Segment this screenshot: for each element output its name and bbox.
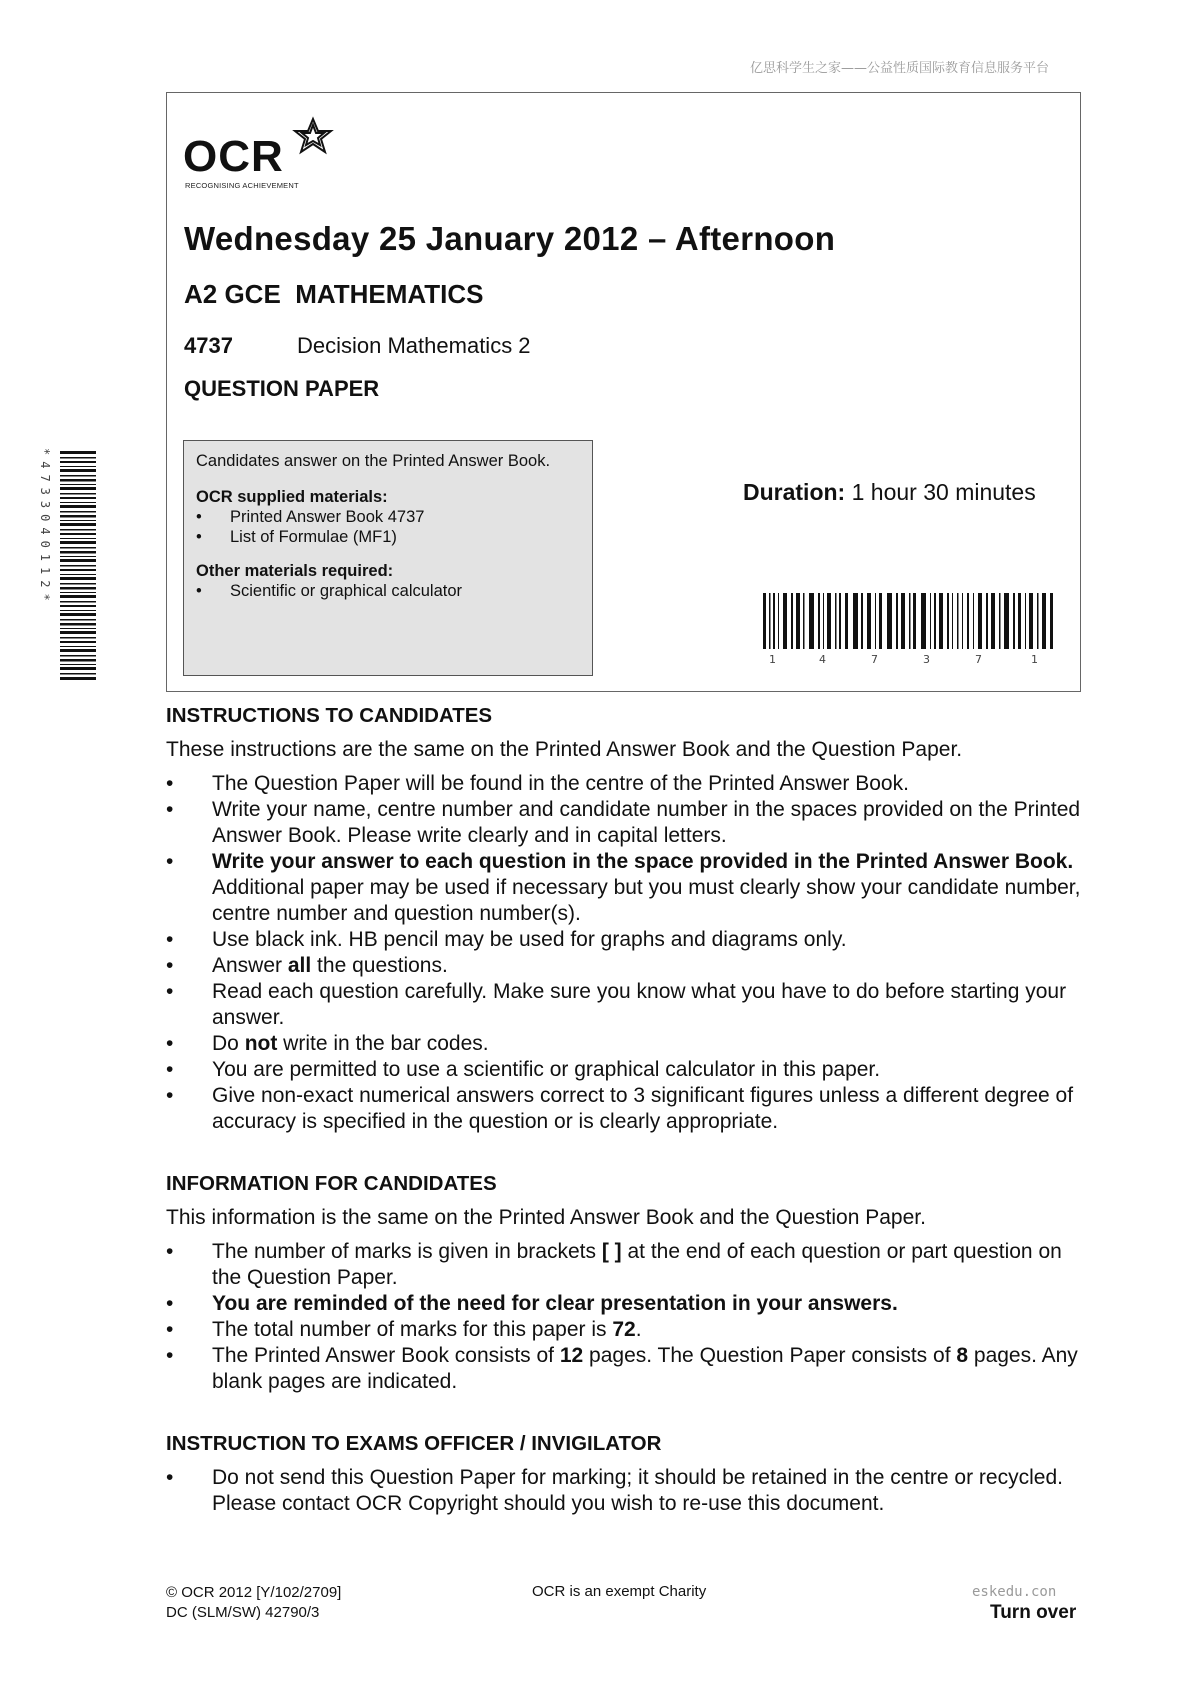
- bold-text: not: [244, 1032, 278, 1055]
- bullet-icon: •: [166, 954, 174, 977]
- list-item-text: The number of marks is given in brackets: [212, 1240, 602, 1263]
- footer-charity: OCR is an exempt Charity: [532, 1583, 707, 1600]
- list-item: [166, 927, 1096, 953]
- barcode-digit: 7: [975, 653, 982, 665]
- bullet-icon: •: [166, 798, 174, 821]
- list-item: [166, 1031, 1096, 1057]
- bold-text: [ ]: [601, 1240, 622, 1263]
- instructions-heading: INSTRUCTIONS TO CANDIDATES: [166, 704, 493, 727]
- bold-text: all: [287, 954, 312, 977]
- officer-section: [166, 1431, 1096, 1517]
- list-item-text: at the end of each question or part question on the Question Paper.: [212, 1240, 1062, 1289]
- ocr-logo-text: OCR: [183, 132, 284, 181]
- star-icon: [295, 119, 331, 152]
- barcode-digit: 7: [871, 653, 878, 665]
- supplied-materials-heading: OCR supplied materials:: [196, 488, 388, 506]
- information-heading: INFORMATION FOR CANDIDATES: [166, 1172, 497, 1195]
- list-item-text: You are permitted to use a scientific or graphical calculator in this paper.: [212, 1058, 881, 1081]
- barcode-digit: 1: [1031, 653, 1038, 665]
- list-item-text: pages. Any blank pages are indicated.: [212, 1344, 1078, 1393]
- bold-text: 12: [559, 1344, 584, 1367]
- list-item-text: Additional paper may be used if necessary but you must clearly show your candidate number, centre number and question number(s).: [212, 876, 1081, 925]
- barcode-digit: 4: [819, 653, 826, 665]
- bullet-icon: •: [166, 928, 174, 951]
- bold-text: Write your answer to each question in the space provided in the Printed Answer Book.: [212, 850, 1074, 873]
- instructions-list: [166, 771, 1096, 1135]
- list-item: [166, 1465, 1096, 1517]
- bullet-icon: •: [166, 850, 174, 873]
- list-item: [166, 1343, 1096, 1395]
- bullet-icon: •: [166, 772, 174, 795]
- materials-box: [183, 440, 593, 676]
- list-item: [166, 1057, 1096, 1083]
- duration-value: 1 hour 30 minutes: [845, 479, 1036, 505]
- list-item: [166, 1317, 1096, 1343]
- list-item: [196, 507, 580, 527]
- ocr-logo-graphic: [183, 115, 343, 181]
- list-item-text: Do: [212, 1032, 245, 1055]
- bold-text: 8: [956, 1344, 969, 1367]
- side-barcode-text: *4733040112*: [38, 448, 52, 607]
- list-item-text: The total number of marks for this paper is: [212, 1318, 613, 1341]
- list-item-text: pages. The Question Paper consists of: [583, 1344, 957, 1367]
- list-item-text: Read each question carefully. Make sure you know what you have to do before starting your answer.: [212, 980, 1067, 1029]
- side-barcode: [52, 451, 98, 686]
- ocr-logo: [183, 115, 343, 186]
- duration: [743, 479, 1036, 506]
- exam-date: Wednesday 25 January 2012 – Afternoon: [184, 220, 836, 257]
- bullet-icon: •: [166, 1032, 174, 1055]
- officer-heading: INSTRUCTION TO EXAMS OFFICER / INVIGILATOR: [166, 1432, 662, 1455]
- information-section: [166, 1171, 1096, 1395]
- side-barcode-graphic: [52, 451, 98, 681]
- main-barcode: [761, 593, 1055, 670]
- information-lead: This information is the same on the Printed Answer Book and the Question Paper.: [166, 1206, 926, 1229]
- bullet-icon: •: [196, 528, 202, 546]
- bullet-icon: •: [196, 582, 202, 600]
- list-item-text: Printed Answer Book 4737: [230, 508, 425, 526]
- list-item-text: The Printed Answer Book consists of: [212, 1344, 560, 1367]
- list-item: [166, 771, 1096, 797]
- exam-subject: A2 GCE MATHEMATICS: [184, 279, 484, 309]
- list-item-text: write in the bar codes.: [277, 1032, 489, 1055]
- turn-over: Turn over: [990, 1602, 1077, 1623]
- barcode-digit: 3: [923, 653, 930, 665]
- other-materials-heading: Other materials required:: [196, 562, 394, 580]
- paper-type: QUESTION PAPER: [184, 376, 380, 401]
- main-barcode-graphic: [761, 593, 1055, 665]
- footer-watermark: eskedu.con: [972, 1584, 1057, 1600]
- top-watermark: 亿思科学生之家——公益性质国际教育信息服务平台: [749, 61, 1049, 76]
- list-item-text: Use black ink. HB pencil may be used for graphs and diagrams only.: [212, 928, 847, 951]
- information-list: [166, 1239, 1096, 1395]
- footer-copyright: © OCR 2012 [Y/102/2709]: [166, 1584, 342, 1601]
- instructions-section: [166, 703, 1096, 1135]
- list-item-text: The Question Paper will be found in the centre of the Printed Answer Book.: [212, 772, 909, 795]
- list-item: [166, 953, 1096, 979]
- list-item: [166, 1291, 1096, 1317]
- cover-box: [166, 92, 1081, 692]
- list-item: [166, 849, 1096, 927]
- list-item-text: .: [635, 1318, 642, 1341]
- list-item: [166, 1083, 1096, 1135]
- footer-ref: DC (SLM/SW) 42790/3: [166, 1604, 320, 1621]
- instructions-lead: These instructions are the same on the Printed Answer Book and the Question Paper.: [166, 738, 963, 761]
- list-item-text: List of Formulae (MF1): [230, 528, 397, 546]
- list-item-text: Write your name, centre number and candidate number in the spaces provided on the Printed Answer Book. Please write clearly and in capital letters.: [212, 798, 1081, 847]
- footer-left: [166, 1583, 341, 1623]
- list-item-text: Answer: [212, 954, 288, 977]
- list-item: [166, 1239, 1096, 1291]
- bullet-icon: •: [196, 508, 202, 526]
- list-item: [196, 581, 580, 601]
- bullet-icon: •: [166, 1318, 174, 1341]
- list-item-text: Scientific or graphical calculator: [230, 582, 463, 600]
- bullet-icon: •: [166, 1240, 174, 1263]
- bullet-icon: •: [166, 1344, 174, 1367]
- logo-tagline: RECOGNISING ACHIEVEMENT: [185, 181, 299, 190]
- bullet-icon: •: [166, 1466, 174, 1489]
- officer-list: [166, 1465, 1096, 1517]
- barcode-digit: 1: [769, 653, 776, 665]
- list-item-text: Do not send this Question Paper for marking; it should be retained in the centre or recycled. Please contact OCR Copyright should you wish to re-use this document.: [212, 1466, 1063, 1515]
- bullet-icon: •: [166, 1292, 174, 1315]
- list-item-text: the questions.: [311, 954, 448, 977]
- bold-text: 72: [612, 1318, 636, 1341]
- list-item: [196, 527, 580, 547]
- list-item: [166, 797, 1096, 849]
- materials-intro: Candidates answer on the Printed Answer Book.: [196, 452, 551, 470]
- bullet-icon: •: [166, 1084, 174, 1107]
- exam-title: Decision Mathematics 2: [297, 333, 531, 358]
- supplied-materials-list: [196, 507, 580, 547]
- bold-text: You are reminded of the need for clear presentation in your answers.: [212, 1292, 898, 1315]
- list-item-text: Give non-exact numerical answers correct to 3 significant figures unless a different degree of accuracy is specified in the question or is clearly appropriate.: [212, 1084, 1074, 1133]
- exam-code: 4737: [184, 333, 233, 358]
- list-item: [166, 979, 1096, 1031]
- duration-label: Duration:: [743, 479, 846, 505]
- bullet-icon: •: [166, 980, 174, 1003]
- bullet-icon: •: [166, 1058, 174, 1081]
- other-materials-list: [196, 581, 580, 601]
